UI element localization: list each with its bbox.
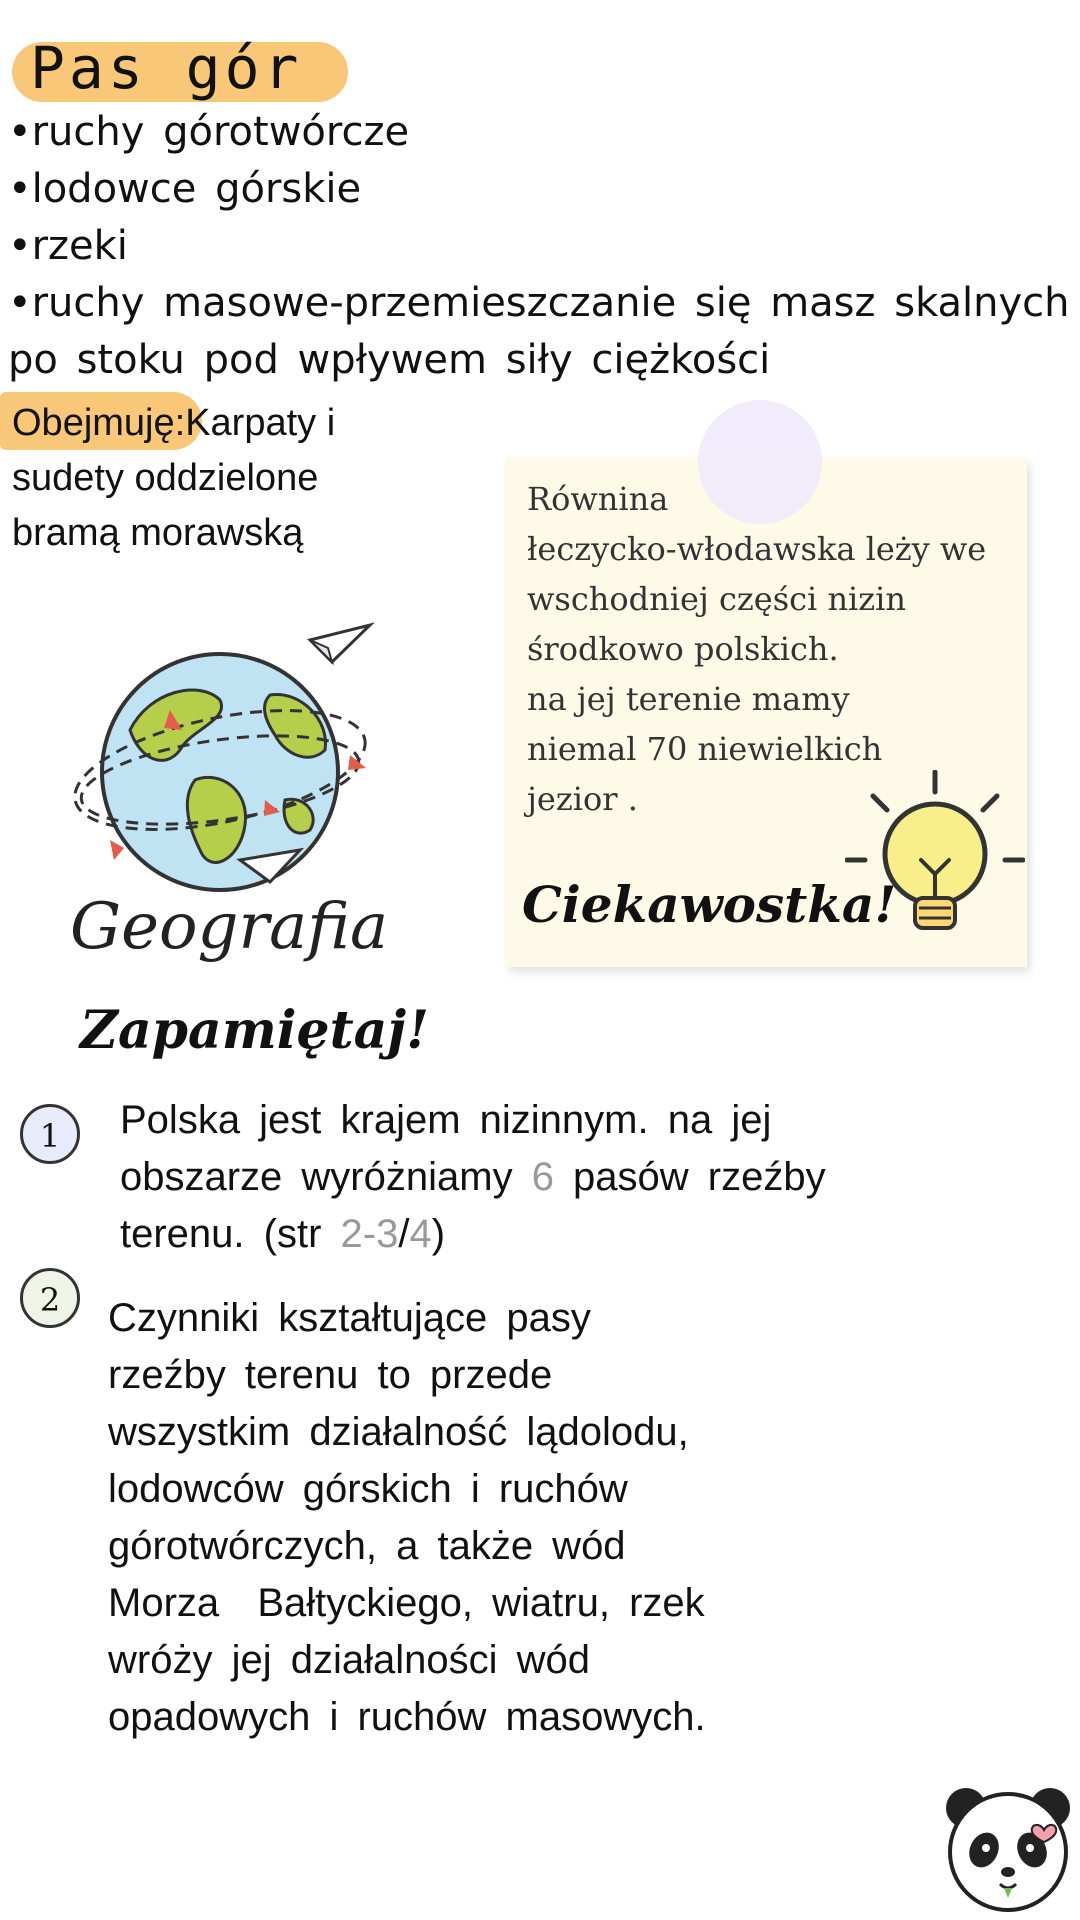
point-line: Morza Bałtyckiego, wiatru, rzek — [108, 1581, 705, 1625]
fun-fact-caption: Ciekawostka! — [522, 875, 897, 934]
obejmuje-line: sudety oddzielone — [12, 457, 319, 499]
point-line: opadowych i ruchów masowych. — [108, 1695, 706, 1739]
note-line: łeczycko-włodawska leży we — [527, 530, 987, 568]
bullet-list — [8, 104, 1068, 389]
point-text: ) — [431, 1212, 446, 1256]
point-line: górotwórczych, a także wód — [108, 1524, 626, 1568]
panda-icon — [940, 1780, 1076, 1916]
note-line: niemal 70 niewielkich — [527, 730, 883, 768]
page-title: Pas gór — [30, 34, 303, 102]
note-line: wschodniej części nizin — [527, 580, 906, 618]
point-line: rzeźby terenu to przede — [108, 1353, 553, 1397]
number-badge: 2 — [20, 1268, 80, 1328]
note-line: Równina — [527, 480, 669, 518]
obejmuje-label: Obejmuję: — [12, 402, 186, 444]
bullet-item: •rzeki — [8, 223, 128, 269]
point-line — [120, 1149, 920, 1206]
point-text: / — [398, 1212, 410, 1256]
number-badge: 1 — [20, 1104, 80, 1164]
bullet-continuation: po stoku pod wpływem siły ciężkości — [8, 337, 771, 383]
note-line: jezior . — [527, 780, 638, 818]
point-1-text — [120, 1092, 920, 1263]
point-line: Czynniki kształtujące pasy — [108, 1296, 591, 1340]
obejmuje-block — [12, 396, 392, 561]
lightbulb-icon — [845, 770, 1025, 950]
globe-icon — [70, 620, 390, 910]
point-text: pasów rzeźby — [553, 1155, 826, 1199]
point-line: wróży jej działalności wód — [108, 1638, 590, 1682]
bullet-item: •ruchy masowe-przemieszczanie się masz skalnych — [8, 280, 1070, 326]
note-line: środkowo polskich. — [527, 630, 839, 668]
point-number: 4 — [409, 1212, 432, 1256]
point-line: wszystkim działalność lądolodu, — [108, 1410, 689, 1454]
note-line: na jej terenie mamy — [527, 680, 850, 718]
zapamietaj-heading: Zapamiętaj! — [80, 1000, 429, 1061]
point-line: lodowców górskich i ruchów — [108, 1467, 628, 1511]
point-number: 6 — [531, 1155, 554, 1199]
bullet-item: •lodowce górskie — [8, 166, 362, 212]
point-2-text — [108, 1290, 968, 1746]
obejmuje-text: Karpaty i — [185, 402, 336, 444]
point-text: terenu. (str — [120, 1212, 341, 1256]
obejmuje-line: bramą morawską — [12, 512, 304, 554]
geografia-label: Geografia — [70, 890, 389, 964]
point-text: obszarze wyróżniamy — [120, 1155, 532, 1199]
point-line — [120, 1206, 920, 1263]
point-line: Polska jest krajem nizinnym. na jej — [120, 1098, 772, 1142]
bullet-item: •ruchy górotwórcze — [8, 109, 410, 155]
point-number: 2-3 — [340, 1212, 399, 1256]
